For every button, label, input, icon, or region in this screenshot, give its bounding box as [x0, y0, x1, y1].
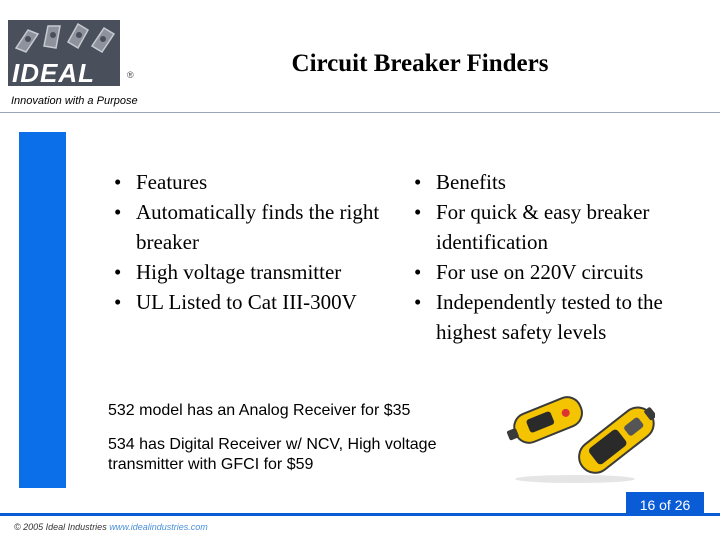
list-item: • High voltage transmitter: [110, 257, 406, 287]
features-column: [110, 167, 406, 317]
model-532-note: 532 model has an Analog Receiver for $35: [108, 402, 411, 419]
ideal-logo: [4, 20, 150, 90]
logo-wordmark: IDEAL: [12, 58, 95, 86]
benefits-column: [410, 167, 716, 347]
footer-copyright: [14, 522, 208, 532]
breaker-finder-product-image: [505, 385, 655, 485]
features-list: [110, 167, 406, 317]
list-item: • UL Listed to Cat III-300V: [110, 287, 406, 317]
website-link[interactable]: www.idealindustries.com: [109, 522, 208, 532]
accent-sidebar: [19, 132, 66, 488]
list-item: • For use on 220V circuits: [410, 257, 716, 287]
logo-emblem: [8, 20, 120, 86]
list-item: • Automatically finds the right breaker: [110, 197, 406, 257]
list-item: • Benefits: [410, 167, 716, 197]
benefits-list: [410, 167, 716, 347]
slide-title: Circuit Breaker Finders: [291, 50, 549, 77]
list-item: • For quick & easy breaker identification: [410, 197, 716, 257]
list-item: • Independently tested to the highest safety levels: [410, 287, 716, 347]
logo-tagline: Innovation with a Purpose: [11, 95, 138, 107]
circuit-breaker-finder-icon: [505, 385, 655, 485]
page-counter: 16 of 26: [626, 490, 704, 516]
list-item: • Features: [110, 167, 406, 197]
copyright-text: © 2005 Ideal Industries: [14, 522, 110, 532]
registered-mark: ®: [127, 70, 134, 80]
model-534-note: 534 has Digital Receiver w/ NCV, High voltage transmitter with GFCI for $59: [108, 436, 437, 473]
title-divider: [0, 112, 720, 113]
footer-rule: [0, 513, 720, 516]
